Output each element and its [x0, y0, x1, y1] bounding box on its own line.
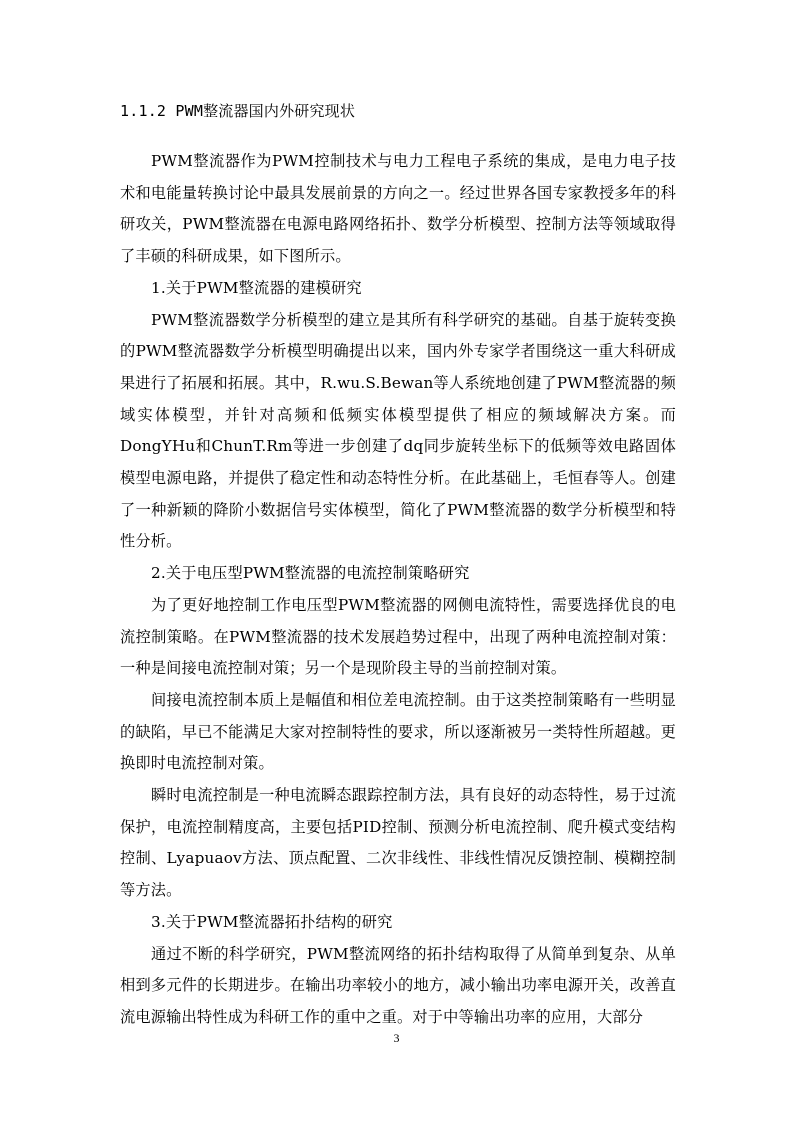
intro-paragraph: PWM整流器作为PWM控制技术与电力工程电子系统的集成，是电力电子技术和电能量转换讨论中最具发展前景的方向之一。经过世界各国专家教授多年的科研攻关，PWM整流器在电源电路网络拓扑、数学分析模型、控制方法等领域取得了丰硕的科研成果，如下图所示。	[120, 152, 676, 266]
paragraph-instantaneous-control: 瞬时电流控制是一种电流瞬态跟踪控制方法，具有良好的动态特性，易于过流保护，电流控制精度高，主要包括PID控制、预测分析电流控制、爬升模式变结构控制、Lyapuaov方法、顶点配置、二次非线性、非线性情况反馈控制、模糊控制等方法。	[120, 786, 676, 900]
paragraph-indirect-control: 间接电流控制本质上是幅值和相位差电流控制。由于这类控制策略有一些明显的缺陷，早已不能满足大家对控制特性的要求，所以逐渐被另一类特性所超越。更换即时电流控制对策。	[120, 690, 676, 773]
paragraph-modeling: PWM整流器数学分析模型的建立是其所有科学研究的基础。自基于旋转变换的PWM整流器数学分析模型明确提出以来，国内外专家学者围绕这一重大科研成果进行了拓展和拓展。其中，R.wu.S.Bewan等人系统地创建了PWM整流器的频域实体模型，并针对高频和低频实体模型提供了相应的频域解决方案。而DongYHu和ChunT.Rm等进一步创建了dq同步旋转坐标下的低频等效电路固体模型电源电路，并提供了稳定性和动态特性分析。在此基础上，毛恒春等人。创建了一种新颖的降阶小数据信号实体模型，简化了PWM整流器的数学分析模型和特性分析。	[120, 310, 676, 551]
paragraph-topology: 通过不断的科学研究，PWM整流网络的拓扑结构取得了从简单到复杂、从单相到多元件的长期进步。在输出功率较小的地方，减小输出功率电源开关，改善直流电源输出特性成为科研工作的重中之重。对于中等输出功率的应用，大部分	[120, 944, 676, 1026]
page-content	[120, 96, 676, 1034]
body-text	[120, 146, 676, 1034]
subheading-topology: 3.关于PWM整流器拓扑结构的研究	[151, 912, 393, 931]
subheading-current-control: 2.关于电压型PWM整流器的电流控制策略研究	[151, 564, 470, 583]
paragraph-current-control: 为了更好地控制工作电压型PWM整流器的网侧电流特性，需要选择优良的电流控制策略。在PWM整流器的技术发展趋势过程中，出现了两种电流控制对策：一种是间接电流控制对策；另一个是现阶段主导的当前控制对策。	[120, 595, 676, 678]
section-heading: 1.1.2 PWM整流器国内外研究现状	[120, 102, 356, 120]
subheading-modeling: 1.关于PWM整流器的建模研究	[151, 278, 362, 297]
page-number: 3	[393, 1031, 400, 1045]
